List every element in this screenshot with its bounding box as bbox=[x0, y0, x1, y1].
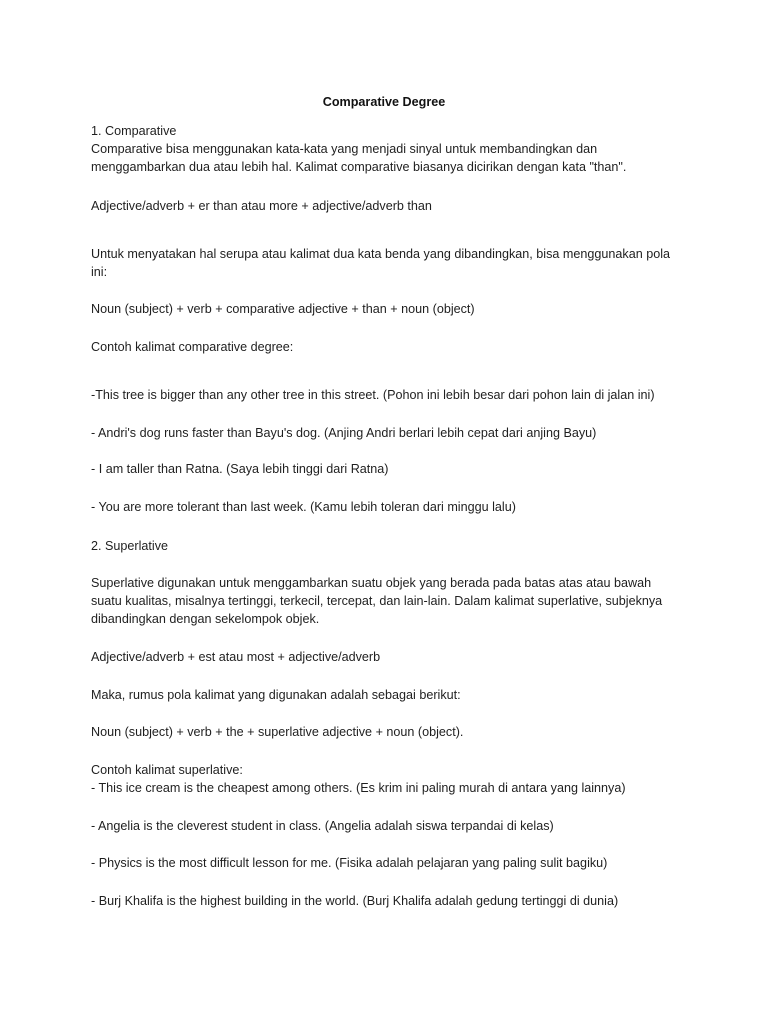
example-line: - You are more tolerant than last week. (Kamu lebih toleran dari minggu lalu) bbox=[91, 500, 516, 514]
paragraph-line: Contoh kalimat comparative degree: bbox=[91, 340, 294, 354]
paragraph-line: ini: bbox=[91, 265, 108, 279]
paragraph-line: suatu kualitas, misalnya tertinggi, terkecil, tercepat, dan lain-lain. Dalam kalimat superlative, subjeknya bbox=[91, 594, 663, 608]
paragraph-line: menggambarkan dua atau lebih hal. Kalimat comparative biasanya dicirikan dengan kata "than". bbox=[91, 160, 627, 174]
document-title: Comparative Degree bbox=[322, 95, 446, 109]
paragraph-line: Superlative digunakan untuk menggambarkan suatu objek yang berada pada batas atas atau bawah bbox=[91, 576, 652, 590]
formula-line: Adjective/adverb + er than atau more + adjective/adverb than bbox=[91, 199, 432, 213]
paragraph-line: Untuk menyatakan hal serupa atau kalimat dua kata benda yang dibandingkan, bisa menggunakan pola bbox=[91, 247, 671, 261]
section-heading-comparative: 1. Comparative bbox=[91, 124, 177, 138]
example-line: - Physics is the most difficult lesson for me. (Fisika adalah pelajaran yang paling sulit bagiku) bbox=[91, 856, 608, 870]
paragraph-line: Contoh kalimat superlative: bbox=[91, 763, 243, 777]
example-line: - This ice cream is the cheapest among others. (Es krim ini paling murah di antara yang lainnya) bbox=[91, 781, 626, 795]
example-line: - Andri's dog runs faster than Bayu's dog. (Anjing Andri berlari lebih cepat dari anjing Bayu) bbox=[91, 426, 597, 440]
example-line: -This tree is bigger than any other tree in this street. (Pohon ini lebih besar dari pohon lain di jalan ini) bbox=[91, 388, 655, 402]
section-heading-superlative: 2. Superlative bbox=[91, 539, 169, 553]
paragraph-line: Maka, rumus pola kalimat yang digunakan adalah sebagai berikut: bbox=[91, 688, 461, 702]
example-line: - Angelia is the cleverest student in class. (Angelia adalah siswa terpandai di kelas) bbox=[91, 819, 554, 833]
paragraph-line: dibandingkan dengan sekelompok objek. bbox=[91, 612, 320, 626]
example-line: - Burj Khalifa is the highest building in the world. (Burj Khalifa adalah gedung tertinggi di dunia) bbox=[91, 894, 619, 908]
formula-line: Adjective/adverb + est atau most + adjective/adverb bbox=[91, 650, 381, 664]
paragraph-line: Comparative bisa menggunakan kata-kata yang menjadi sinyal untuk membandingkan dan bbox=[91, 142, 598, 156]
formula-line: Noun (subject) + verb + the + superlative adjective + noun (object). bbox=[91, 725, 464, 739]
example-line: - I am taller than Ratna. (Saya lebih tinggi dari Ratna) bbox=[91, 462, 389, 476]
formula-line: Noun (subject) + verb + comparative adjective + than + noun (object) bbox=[91, 302, 475, 316]
